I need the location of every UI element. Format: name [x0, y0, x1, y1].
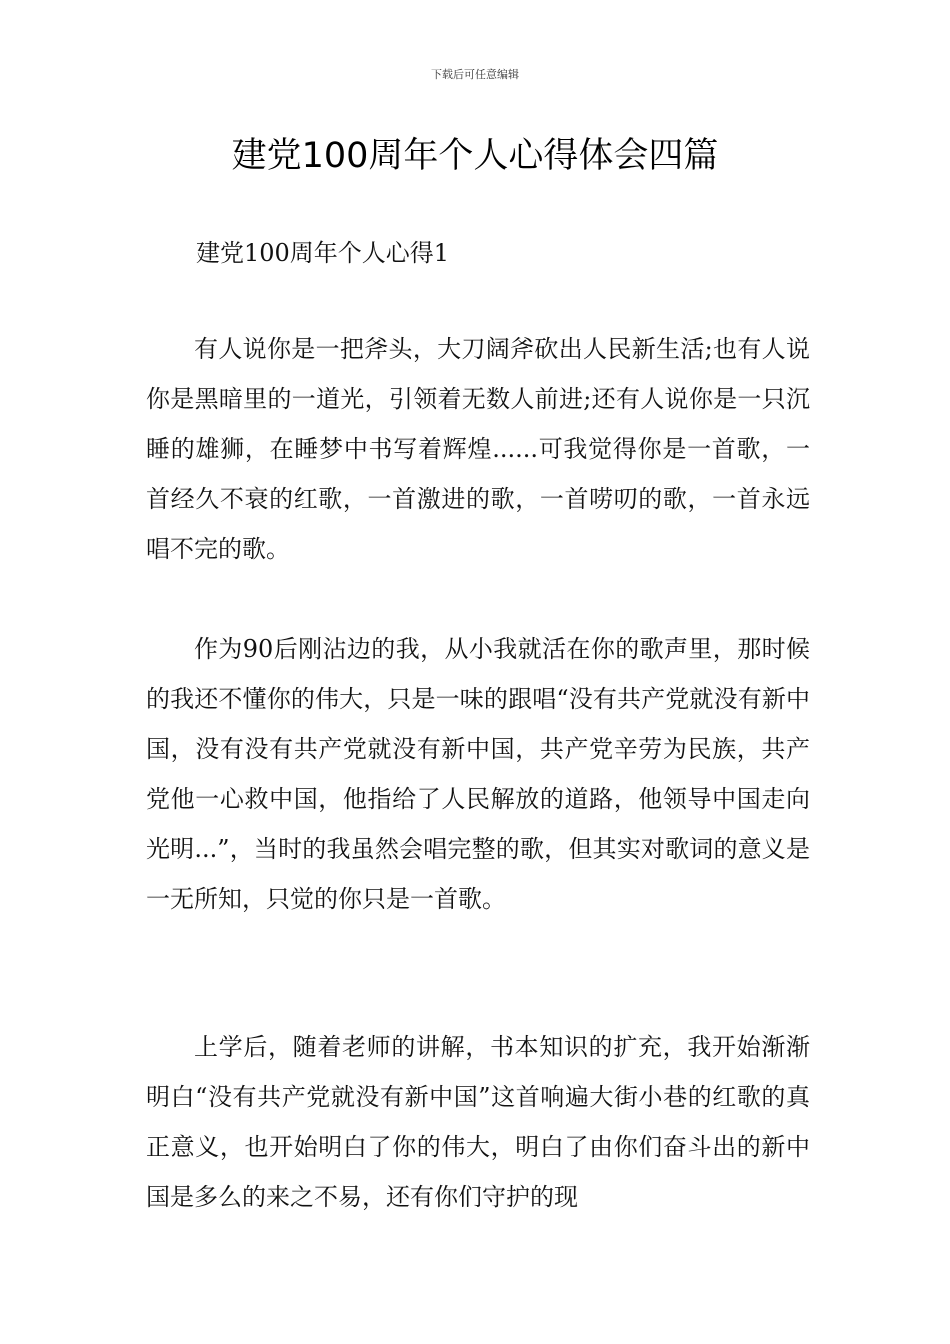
paragraph-3-block — [146, 1022, 810, 1222]
header-note: 下载后可任意编辑 — [431, 68, 519, 81]
paragraph-2-block — [146, 624, 810, 924]
paragraph-1-block — [146, 324, 810, 574]
paragraph: 上学后，随着老师的讲解，书本知识的扩充，我开始渐渐明白“没有共产党就没有新中国”这首响遍大街小巷的红歌的真正意义，也开始明白了你的伟大，明白了由你们奋斗出的新中国是多么的来之不易，还有你们守护的现 — [146, 1033, 810, 1211]
section-title: 建党100周年个人心得1 — [196, 239, 450, 267]
paragraph: 作为90后刚沾边的我，从小我就活在你的歌声里，那时候的我还不懂你的伟大，只是一味的跟唱“没有共产党就没有新中国，没有没有共产党就没有新中国，共产党辛劳为民族，共产党他一心救中国，他指给了人民解放的道路，他领导中国走向光明...”，当时的我虽然会唱完整的歌，但其实对歌词的意义是一无所知，只觉的你只是一首歌。 — [146, 635, 810, 913]
paragraph: 有人说你是一把斧头，大刀阔斧砍出人民新生活;也有人说你是黑暗里的一道光，引领着无数人前进;还有人说你是一只沉睡的雄狮，在睡梦中书写着辉煌......可我觉得你是一首歌，一首经久不衰的红歌，一首激进的歌，一首唠叨的歌，一首永远唱不完的歌。 — [146, 335, 810, 563]
document-title: 建党100周年个人心得体会四篇 — [231, 136, 719, 176]
